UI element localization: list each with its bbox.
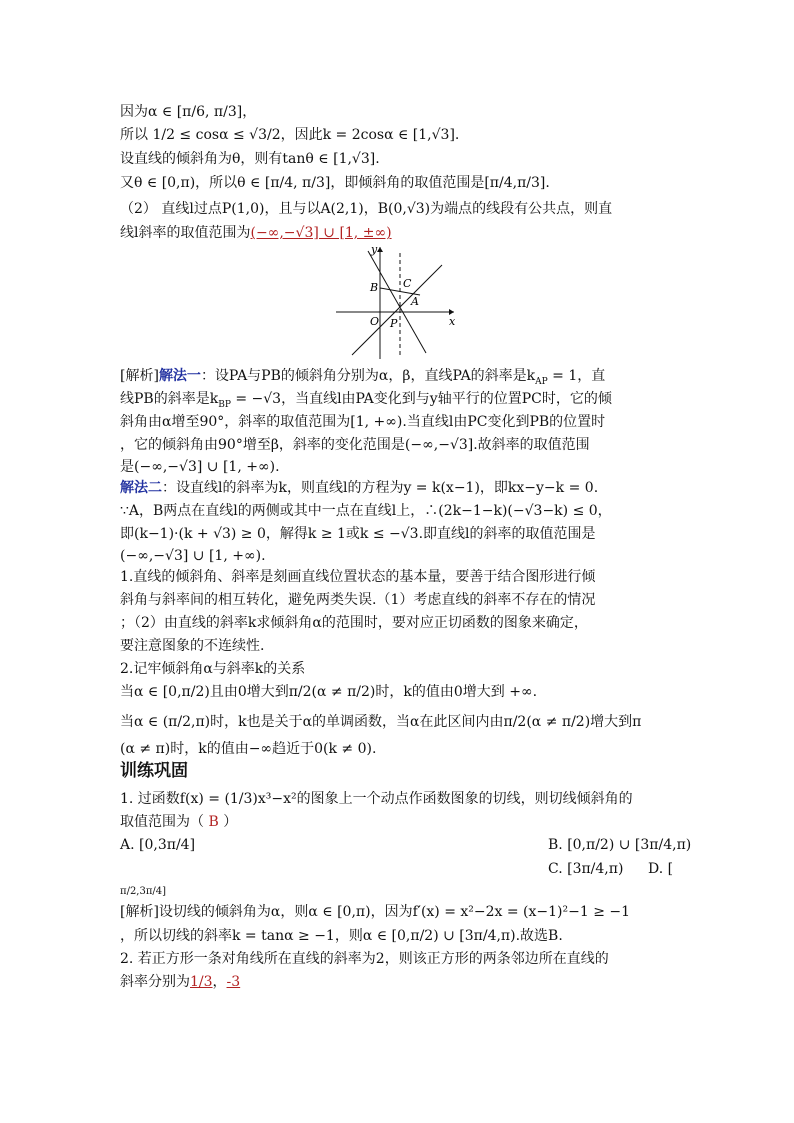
option-d: D. [ [648, 861, 674, 877]
option-c: C. [3π/4,π) [548, 861, 624, 877]
text-line: 是(−∞,−√3] ∪ [1, +∞). [120, 459, 280, 475]
text-line: 斜率分别为1/3，-3 [120, 974, 241, 990]
text-line: 取值范围为（ B ） [120, 814, 238, 830]
text-line: （2） 直线l过点P(1,0)，且与以A(2,1)，B(0,√3)为端点的线段有公共点，则直 [120, 201, 613, 217]
text-line: 要注意图象的不连续性. [120, 638, 265, 654]
solution-1: [解析]设切线的倾斜角为α，则α ∈ [0,π)，因为f′(x) = x²−2x = (x−1)²−1 ≥ −1 [120, 904, 631, 920]
question-1: 1. 过函数f(x) = (1/3)x³−x²的图象上一个动点作函数图象的切线，则切线倾斜角的 [120, 791, 633, 807]
answer-2: -3 [226, 974, 241, 990]
text-line: ；（2）由直线的斜率k求倾斜角α的范围时，要对应正切函数的图象来确定， [120, 615, 588, 631]
text-line: ，它的倾斜角由90°增至β，斜率的变化范围是(−∞,−√3].故斜率的取值范围 [120, 437, 590, 453]
answer-1: 1/3 [190, 974, 213, 990]
section-heading: 训练巩固 [120, 761, 188, 781]
label-a: A [411, 295, 419, 308]
label-x: x [449, 315, 456, 328]
answer: B [208, 814, 219, 830]
text-line: 所以 1/2 ≤ cosα ≤ √3/2，因此k = 2cosα ∈ [1,√3]. [120, 127, 460, 143]
text-line: 线l斜率的取值范围为(−∞,−√3] ∪ [1, ±∞) [120, 225, 392, 241]
answer-blank: (−∞,−√3] ∪ [1, ±∞) [250, 225, 392, 241]
question-2: 2. 若正方形一条对角线所在直线的斜率为2，则该正方形的两条邻边所在直线的 [120, 951, 609, 967]
text-line: 即(k−1)·(k + √3) ≥ 0，解得k ≥ 1或k ≤ −√3.即直线l的斜率的取值范围是 [120, 526, 596, 542]
text-line: 当α ∈ (π/2,π)时，k也是关于α的单调函数，当α在此区间内由π/2(α ≠ π/2)增大到π [120, 714, 642, 730]
text-line: (α ≠ π)时，k的值由−∞趋近于0(k ≠ 0). [120, 741, 377, 757]
text-line: ∵A，B两点在直线l的两侧或其中一点在直线l上，∴(2k−1−k)(−√3−k) ≤ 0， [120, 503, 612, 519]
text-line: 因为α ∈ [π/6, π/3]， [120, 104, 257, 120]
option-b: B. [0,π/2) ∪ [3π/4,π) [548, 837, 692, 853]
text-line: [解析]解法一：设PA与PB的倾斜角分别为α，β，直线PA的斜率是$k_{AP} = 1$，直 [120, 368, 606, 387]
label-c: C [403, 277, 412, 290]
text-line: 解法二：设直线l的斜率为k，则直线l的方程为y = k(x−1)，即kx−y−k = 0. [120, 480, 599, 496]
text-line: 又θ ∈ [0,π)，所以θ ∈ [π/4, π/3]，即倾斜角的取值范围是[π/4,π/3]. [120, 175, 550, 191]
text-line: 当α ∈ [0,π/2)且由0增大到π/2(α ≠ π/2)时，k的值由0增大到 +∞. [120, 684, 538, 700]
label-b: B [370, 281, 379, 294]
option-a: A. [0,3π/4] [120, 837, 196, 853]
label-p: P [390, 317, 398, 330]
option-d-cont: π/2,3π/4] [120, 886, 167, 897]
text-line: 斜角由α增至90°，斜率的取值范围为[1, +∞).当直线l由PC变化到PB的位置时 [120, 414, 606, 430]
text-line: (−∞,−√3] ∪ [1, +∞). [120, 548, 266, 564]
text-line: 斜角与斜率间的相互转化，避免两类失误.（1）考虑直线的斜率不存在的情况 [120, 592, 596, 608]
label-o: O [370, 315, 380, 328]
text-line: 线PB的斜率是$k_{BP} = -√3$，当直线l由PA变化到与y轴平行的位置PC时，它的倾 [120, 391, 612, 410]
text-line: 设直线的倾斜角为θ，则有tanθ ∈ [1,√3]. [120, 151, 380, 167]
coordinate-figure [330, 243, 460, 363]
text-line: 2.记牢倾斜角α与斜率k的关系 [120, 661, 306, 677]
text-line: 1.直线的倾斜角、斜率是刻画直线位置状态的基本量，要善于结合图形进行倾 [120, 569, 596, 585]
text-line: ，所以切线的斜率k = tanα ≥ −1，则α ∈ [0,π/2) ∪ [3π/4,π).故选B. [120, 928, 563, 944]
label-y: y [371, 243, 378, 256]
